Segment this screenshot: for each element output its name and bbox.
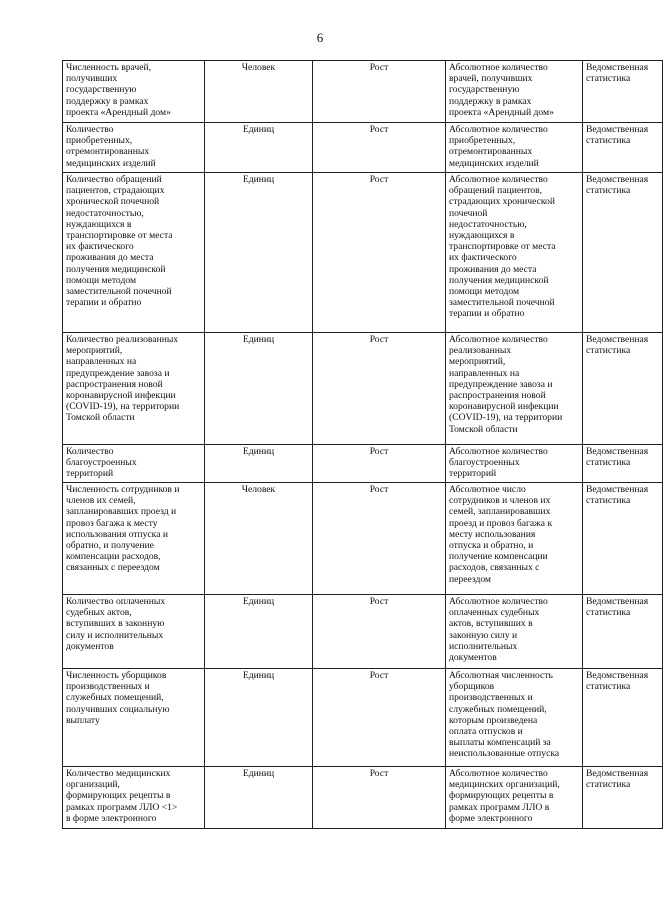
unit-cell (205, 669, 313, 767)
table-row (63, 61, 663, 123)
method-cell (446, 173, 583, 333)
method-cell (446, 445, 583, 483)
data-source: Ведомственная статистика (586, 446, 649, 469)
direction: Рост (369, 768, 389, 779)
indicator-name-cell (63, 669, 205, 767)
indicator-name-cell (63, 61, 205, 123)
indicator-name-cell (63, 483, 205, 595)
calculation-method: Абсолютное количество приобретенных, отремонтированных медицинских изделий (449, 124, 548, 169)
direction: Рост (369, 670, 389, 681)
unit-cell (205, 173, 313, 333)
data-source: Ведомственная статистика (586, 768, 649, 791)
indicator-name: Численность врачей, получивших государственную поддержку в рамках проекта «Арендный дом» (66, 62, 171, 118)
direction-cell (313, 61, 446, 123)
source-cell (583, 669, 663, 767)
method-cell (446, 61, 583, 123)
direction-cell (313, 123, 446, 173)
direction-cell (313, 669, 446, 767)
source-cell (583, 767, 663, 829)
direction: Рост (369, 334, 389, 345)
table-row (63, 333, 663, 445)
direction-cell (313, 173, 446, 333)
unit: Единиц (242, 174, 275, 185)
source-cell (583, 123, 663, 173)
indicator-name: Количество оплаченных судебных актов, вступивших в законную силу и исполнительных документов (66, 596, 166, 652)
unit: Единиц (242, 670, 275, 681)
indicator-name-cell (63, 767, 205, 829)
direction: Рост (369, 62, 389, 73)
unit: Человек (241, 484, 276, 495)
unit: Единиц (242, 596, 275, 607)
calculation-method: Абсолютное количество реализованных мероприятий, направленных на предупреждение завоза и распространения новой коронавирусной инфекции (COVID-19), на территории Томской области (449, 334, 563, 435)
indicator-name-cell (63, 595, 205, 669)
source-cell (583, 595, 663, 669)
method-cell (446, 595, 583, 669)
data-source: Ведомственная статистика (586, 62, 649, 85)
table-row (63, 123, 663, 173)
source-cell (583, 61, 663, 123)
page-number: 6 (316, 30, 324, 45)
source-cell (583, 333, 663, 445)
unit-cell (205, 767, 313, 829)
table-row (63, 669, 663, 767)
data-source: Ведомственная статистика (586, 174, 649, 197)
method-cell (446, 123, 583, 173)
source-cell (583, 445, 663, 483)
indicators-table (62, 60, 663, 829)
method-cell (446, 483, 583, 595)
direction: Рост (369, 124, 389, 135)
direction-cell (313, 333, 446, 445)
table-row (63, 173, 663, 333)
calculation-method: Абсолютное количество обращений пациентов, страдающих хронической почечной недостаточностью, нуждающихся в транспортировке от места их фактического проживания до места получения медицинской помощи методом заместительной почечной терапии и обратно (449, 174, 556, 320)
unit-cell (205, 61, 313, 123)
table-row (63, 595, 663, 669)
indicator-name: Количество обращений пациентов, страдающих хронической почечной недостаточностью, нуждающихся в транспортировке от места их фактического проживания до места получения медицинской помощи методом заместительной почечной терапии и обратно (66, 174, 173, 309)
indicator-name: Количество приобретенных, отремонтированных медицинских изделий (66, 124, 156, 169)
unit-cell (205, 595, 313, 669)
direction: Рост (369, 484, 389, 495)
unit: Единиц (242, 334, 275, 345)
direction: Рост (369, 174, 389, 185)
indicator-name-cell (63, 123, 205, 173)
table-row (63, 767, 663, 829)
calculation-method: Абсолютное количество оплаченных судебных актов, вступивших в законную силу и исполнительных документов (449, 596, 548, 664)
table-row (63, 483, 663, 595)
calculation-method: Абсолютное количество благоустроенных территорий (449, 446, 548, 480)
data-source: Ведомственная статистика (586, 670, 649, 693)
calculation-method: Абсолютная численность уборщиков производственных и служебных помещений, которым произведена оплата отпусков и выплаты компенсаций за неиспользованные отпуска (449, 670, 560, 760)
indicator-name-cell (63, 333, 205, 445)
unit-cell (205, 333, 313, 445)
method-cell (446, 669, 583, 767)
source-cell (583, 483, 663, 595)
calculation-method: Абсолютное количество медицинских организаций, формирующих рецепты в рамках программ ЛЛО в форме электронного (449, 768, 560, 824)
calculation-method: Абсолютное количество врачей, получивших государственную поддержку в рамках проекта «Арендный дом» (449, 62, 554, 118)
data-source: Ведомственная статистика (586, 334, 649, 357)
indicator-name-cell (63, 445, 205, 483)
source-cell (583, 173, 663, 333)
data-source: Ведомственная статистика (586, 484, 649, 507)
unit: Человек (241, 62, 276, 73)
direction-cell (313, 445, 446, 483)
table-row (63, 445, 663, 483)
unit: Единиц (242, 446, 275, 457)
unit: Единиц (242, 768, 275, 779)
direction-cell (313, 595, 446, 669)
direction: Рост (369, 446, 389, 457)
indicator-name: Количество медицинских организаций, формирующих рецепты в рамках программ ЛЛО <1> в форме электронного (66, 768, 178, 824)
direction-cell (313, 483, 446, 595)
calculation-method: Абсолютное число сотрудников и членов их семей, запланировавших проезд и провоз багажа к месту использования отпуска и обратно, и получение компенсации расходов, связанных с переездом (449, 484, 553, 585)
data-source: Ведомственная статистика (586, 124, 649, 147)
indicator-name-cell (63, 173, 205, 333)
data-source: Ведомственная статистика (586, 596, 649, 619)
method-cell (446, 767, 583, 829)
direction: Рост (369, 596, 389, 607)
unit-cell (205, 445, 313, 483)
unit-cell (205, 123, 313, 173)
unit-cell (205, 483, 313, 595)
indicator-name: Количество благоустроенных территорий (66, 446, 137, 480)
indicator-name: Численность уборщиков производственных и служебных помещений, получивших социальную выплату (66, 670, 170, 726)
direction-cell (313, 767, 446, 829)
indicator-name: Численность сотрудников и членов их семей, запланировавших проезд и провоз багажа к месту использования отпуска и обратно, и получение компенсации расходов, связанных с переездом (66, 484, 180, 574)
method-cell (446, 333, 583, 445)
indicator-name: Количество реализованных мероприятий, направленных на предупреждение завоза и распространения новой коронавирусной инфекции (COVID-19), на территории Томской области (66, 334, 180, 424)
unit: Единиц (242, 124, 275, 135)
